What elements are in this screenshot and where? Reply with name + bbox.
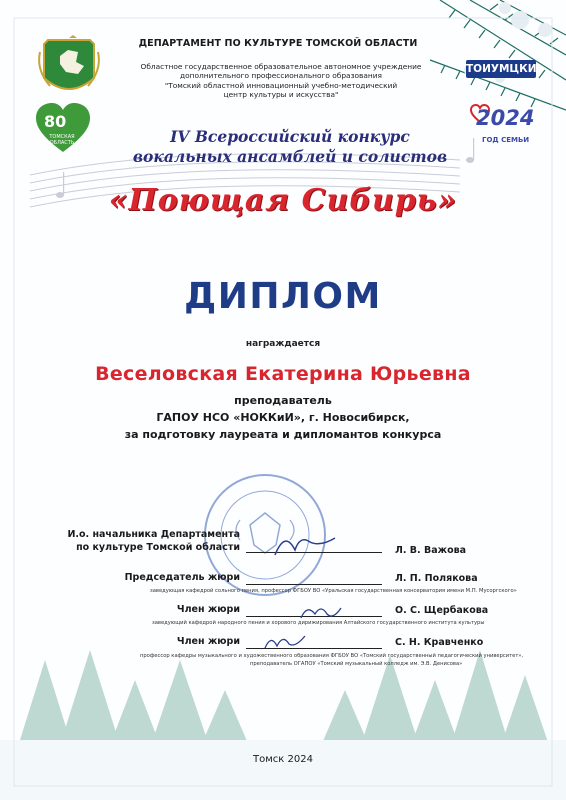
signature-role-line2: по культуре Томской области <box>76 542 240 553</box>
fir-branches <box>430 0 566 110</box>
signature-role: Член жюри <box>176 604 240 615</box>
coat-of-arms-icon <box>38 34 100 100</box>
contest-title-line2: вокальных ансамблей и солистов <box>132 147 448 166</box>
snow-ground <box>0 740 566 800</box>
recipient-name: Веселовская Екатерина Юрьевна <box>95 363 471 385</box>
signatory-note: заведующий кафедрой народного пения и хорового дирижирования Алтайского государственного института культуры <box>152 620 485 626</box>
org-line: центр культуры и искусства" <box>223 90 339 100</box>
handwritten-signature <box>260 630 310 652</box>
org-line: "Томский областной инновационный учебно-методический <box>164 80 398 90</box>
signature-line <box>246 584 382 585</box>
contest-name: «Поющая Сибирь» <box>108 183 458 218</box>
toiumcki-logo: ТОИУМЦКИ <box>466 60 536 78</box>
award-reason: за подготовку лауреата и дипломантов конкурса <box>124 428 442 441</box>
contest-title-line1: IV Всероссийский конкурс <box>170 127 410 146</box>
signatory-note: заведующая кафедрой сольного пения, профессор ФГБОУ ВО «Уральская государственная консерватория имени М.П. Мусоргского» <box>150 588 517 594</box>
recipient-position: преподаватель <box>234 394 332 407</box>
org-line: дополнительного профессионального образования <box>179 71 382 81</box>
signature-role <box>40 528 240 554</box>
recipient-institution: ГАПОУ НСО «НОККиИ», г. Новосибирск, <box>156 411 410 424</box>
signature-role: Член жюри <box>176 636 240 647</box>
handwritten-signature <box>296 600 346 622</box>
department-title: ДЕПАРТАМЕНТ ПО КУЛЬТУРЕ ТОМСКОЙ ОБЛАСТИ <box>138 38 418 49</box>
anniversary-caption: ТОМСКАЯ ОБЛАСТЬ <box>49 134 75 146</box>
diploma-title: ДИПЛОМ <box>184 276 382 317</box>
signatory-name: Л. В. Важова <box>395 545 467 556</box>
year-of-family-caption: ГОД СЕМЬИ <box>482 136 530 144</box>
signatory-name: О. С. Щербакова <box>395 605 489 616</box>
signatory-name: С. Н. Кравченко <box>395 637 484 648</box>
organization-block <box>122 62 440 100</box>
year-of-family-logo: 2024 <box>476 106 535 130</box>
signatory-note: преподаватель ОГАПОУ «Томский музыкальный колледж им. Э.В. Денисова» <box>250 661 463 667</box>
signatory-name: Л. П. Полякова <box>395 573 478 584</box>
handwritten-signature <box>270 530 340 560</box>
org-line: Областное государственное образовательное автономное учреждение <box>140 62 422 71</box>
awarded-label: награждается <box>245 339 321 349</box>
signatory-note: профессор кафедры музыкального и художественного образования ФГБОУ ВО «Томский государственный педагогический университет», <box>140 653 524 659</box>
recipient-description <box>0 392 566 443</box>
anniversary-number: 80 <box>44 112 67 131</box>
city-year: Томск 2024 <box>253 754 313 765</box>
signature-role: Председатель жюри <box>124 572 240 583</box>
signature-role-line1: И.о. начальника Департамента <box>67 529 240 540</box>
